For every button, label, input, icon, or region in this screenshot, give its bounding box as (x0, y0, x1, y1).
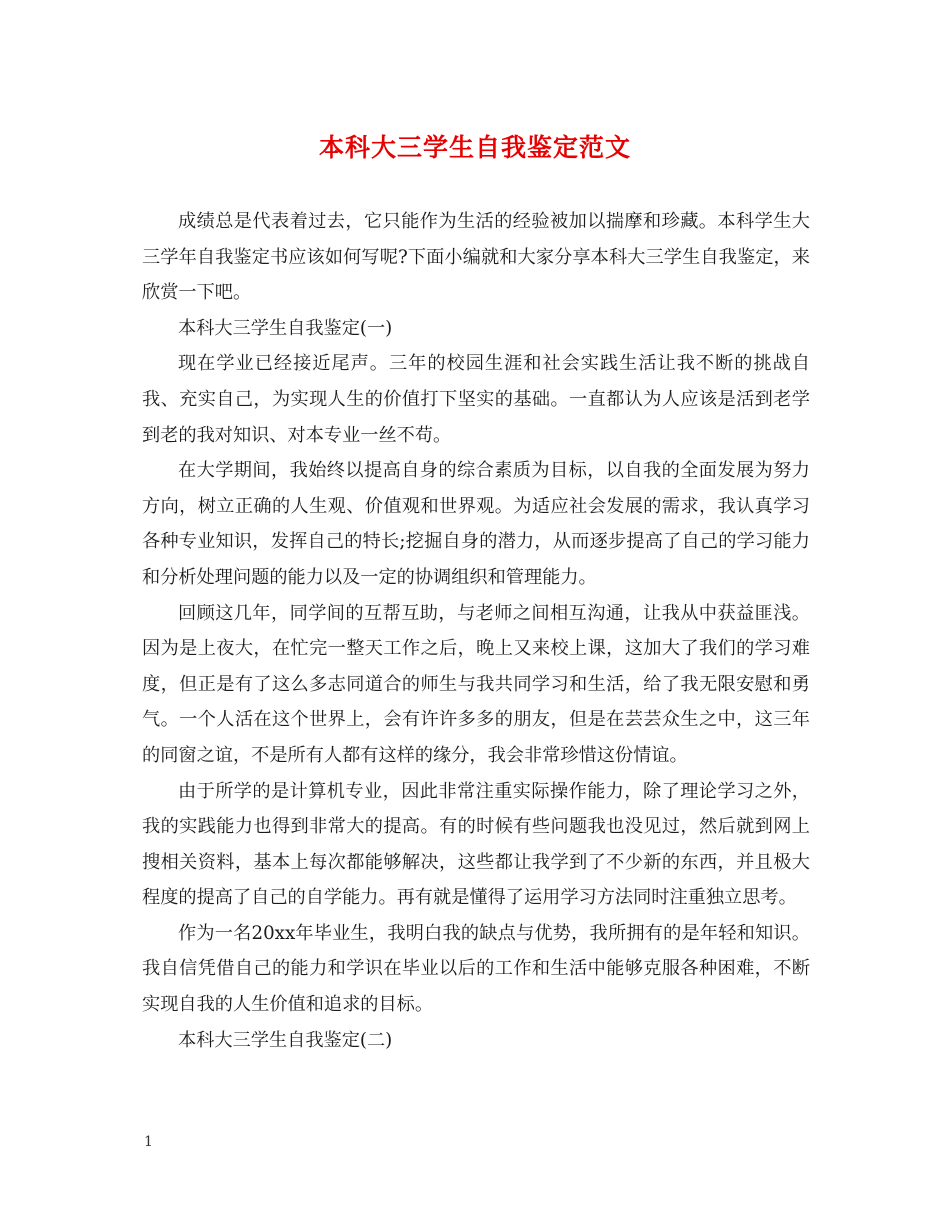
paragraph: 作为一名20xx年毕业生，我明白我的缺点与优势，我所拥有的是年轻和知识。我自信凭借自己的能力和学识在毕业以后的工作和生活中能够克服各种困难，不断实现自我的人生价值和追求的目标。 (142, 922, 810, 1016)
paragraph: 现在学业已经接近尾声。三年的校园生涯和社会实践生活让我不断的挑战自我、充实自己，为实现人生的价值打下坚实的基础。一直都认为人应该是活到老学到老的我对知识、对本专业一丝不苟。 (142, 353, 810, 446)
paragraph: 由于所学的是计算机专业，因此非常注重实际操作能力，除了理论学习之外，我的实践能力也得到非常大的提高。有的时候有些问题我也没见过，然后就到网上搜相关资料，基本上每次都能够解决，这些都让我学到了不少新的东西，并且极大程度的提高了自己的自学能力。再有就是懂得了运用学习方法同时注重独立思考。 (142, 780, 810, 909)
document-title: 本科大三学生自我鉴定范文 (318, 133, 631, 162)
paragraph: 在大学期间，我始终以提高自身的综合素质为目标，以自我的全面发展为努力方向，树立正确的人生观、价值观和世界观。为适应社会发展的需求，我认真学习各种专业知识，发挥自己的特长;挖掘自身的潜力，从而逐步提高了自己的学习能力和分析处理问题的能力以及一定的协调组织和管理能力。 (142, 460, 810, 588)
section-heading-1: 本科大三学生自我鉴定(一) (178, 317, 393, 339)
page-number: 1 (144, 1134, 153, 1150)
paragraph-intro: 成绩总是代表着过去，它只能作为生活的经验被加以揣摩和珍藏。本科学生大三学年自我鉴定书应该如何写呢?下面小编就和大家分享本科大三学生自我鉴定，来欣赏一下吧。 (142, 211, 810, 304)
document-body (142, 204, 810, 1058)
section-heading-2: 本科大三学生自我鉴定(二) (178, 1029, 393, 1051)
paragraph: 回顾这几年，同学间的互帮互助，与老师之间相互沟通，让我从中获益匪浅。因为是上夜大，在忙完一整天工作之后，晚上又来校上课，这加大了我们的学习难度，但正是有了这么多志同道合的师生与我共同学习和生活，给了我无限安慰和勇气。一个人活在这个世界上，会有许许多多的朋友，但是在芸芸众生之中，这三年的同窗之谊，不是所有人都有这样的缘分，我会非常珍惜这份情谊。 (142, 602, 810, 766)
